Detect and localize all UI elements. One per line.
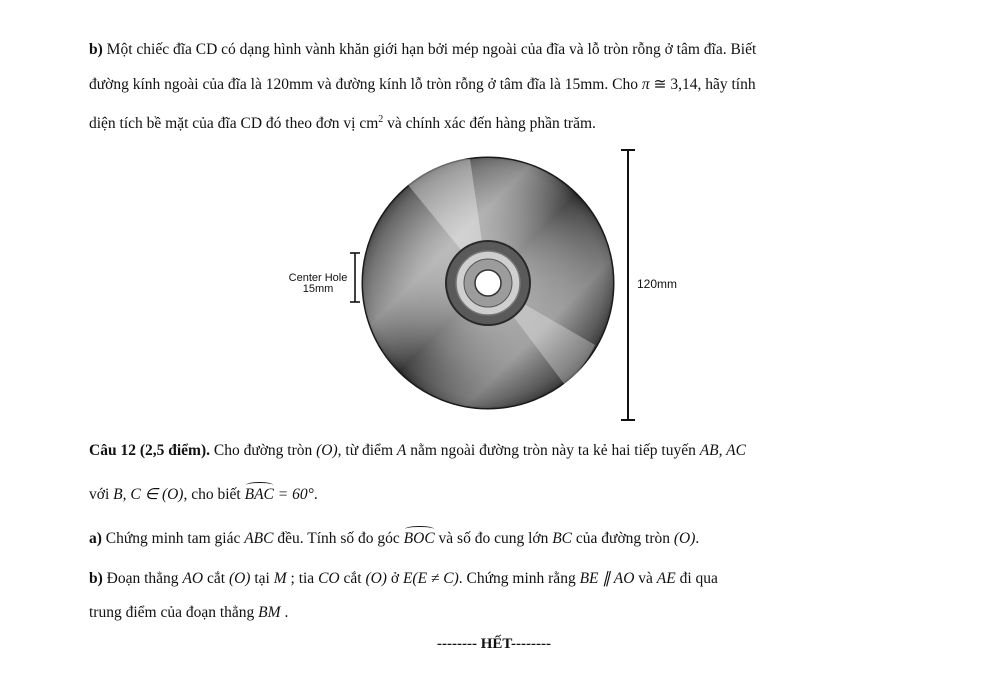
center-hole-label: Center Hole (288, 272, 348, 284)
q12-text: của đường tròn (572, 530, 674, 547)
segment-ao: AO (182, 570, 204, 587)
q12-text: . (695, 530, 700, 547)
unit-exponent: 2 (378, 114, 384, 125)
circle-o: (O) (161, 486, 184, 503)
q12-text: đều. Tính số đo góc (273, 530, 404, 547)
outer-diameter-label: 120mm (637, 277, 678, 291)
problem-b-text-1: Một chiếc đĩa CD có dạng hình vành khăn giới hạn bởi mép ngoài của đĩa và lỗ tròn rỗng ở tâm đĩa. Biết (102, 41, 757, 58)
question-12-line-2 (89, 485, 318, 505)
circle-o: (O) (228, 570, 251, 587)
end-marker: -------- HẾT-------- (437, 636, 551, 652)
q12-text: ; tia (286, 570, 319, 587)
point-m: M (273, 570, 287, 587)
arc-bc: BC (552, 530, 573, 547)
center-hole (475, 270, 501, 296)
outer-diameter-dimension (621, 150, 635, 420)
q12-text: với (89, 486, 114, 503)
q12-text: nằm ngoài đường tròn này ta kẻ hai tiếp tuyến (406, 442, 700, 459)
q12-text: cắt (339, 570, 366, 587)
q12-text: Chứng minh tam giác (101, 530, 245, 547)
q12-text: Đoạn thẳng (102, 570, 183, 587)
q12-text: . (313, 486, 318, 503)
angle-boc: BOC (403, 530, 435, 547)
segment-ae: AE (656, 570, 676, 587)
triangle-abc: ABC (244, 530, 274, 547)
part-a-label: a) (89, 530, 102, 547)
center-hole-size: 15mm (302, 283, 334, 295)
angle-value: = 60° (273, 486, 314, 503)
circle-o: (O) (316, 442, 338, 459)
ray-co: CO (318, 570, 340, 587)
q12-text: ở (386, 570, 403, 587)
angle-bac: BAC (244, 486, 274, 503)
part-b-label: b) (89, 570, 103, 587)
pi-approx: ≅ 3,14 (649, 76, 698, 93)
cd-disc (363, 158, 613, 408)
question-12-part-a (89, 529, 699, 549)
question-12-part-b (89, 569, 718, 589)
question-12-part-b-line-2 (89, 603, 288, 623)
q12-text: . (280, 604, 289, 621)
problem-b-label: b) (89, 41, 103, 58)
q12-text: Cho đường tròn (209, 442, 317, 459)
circle-o: (O) (673, 530, 696, 547)
center-hole-dimension (350, 253, 360, 302)
point-a: A (396, 442, 407, 459)
segment-bm: BM (258, 604, 281, 621)
problem-b-text-3a: diện tích bề mặt của đĩa CD đó theo đơn vị (89, 115, 360, 133)
tangents: AB, AC (699, 442, 746, 459)
q12-text: , cho biết (183, 486, 245, 503)
circle-o: (O) (365, 570, 387, 587)
pi-symbol: π (641, 76, 650, 93)
question-12-title: Câu 12 (2,5 điểm). (89, 442, 210, 459)
q12-text: và số đo cung lớn (434, 530, 553, 547)
question-12-line-1 (89, 441, 746, 461)
q12-text: cắt (203, 570, 229, 587)
q12-text: và (634, 570, 657, 587)
point-e-condition: E(E ≠ C) (402, 570, 459, 587)
problem-b-text-2: đường kính ngoài của đĩa là 120mm và đường kính lỗ tròn rỗng ở tâm đĩa là 15mm. Cho (89, 76, 642, 93)
be-parallel-ao: BE ∥ AO (579, 570, 635, 587)
q12-text: trung điểm của đoạn thẳng (89, 604, 259, 621)
problem-b-text-3b: và chính xác đến hàng phần trăm. (383, 115, 596, 133)
b-c-in: B, C ∈ (113, 486, 162, 503)
problem-b-text-2-end: , hãy tính (697, 76, 756, 93)
unit-cm: cm (359, 115, 379, 133)
q12-text: đi qua (675, 570, 718, 587)
q12-text: . Chứng minh rằng (458, 570, 580, 587)
q12-text: , từ điểm (337, 442, 397, 459)
q12-text: tại (250, 570, 274, 587)
